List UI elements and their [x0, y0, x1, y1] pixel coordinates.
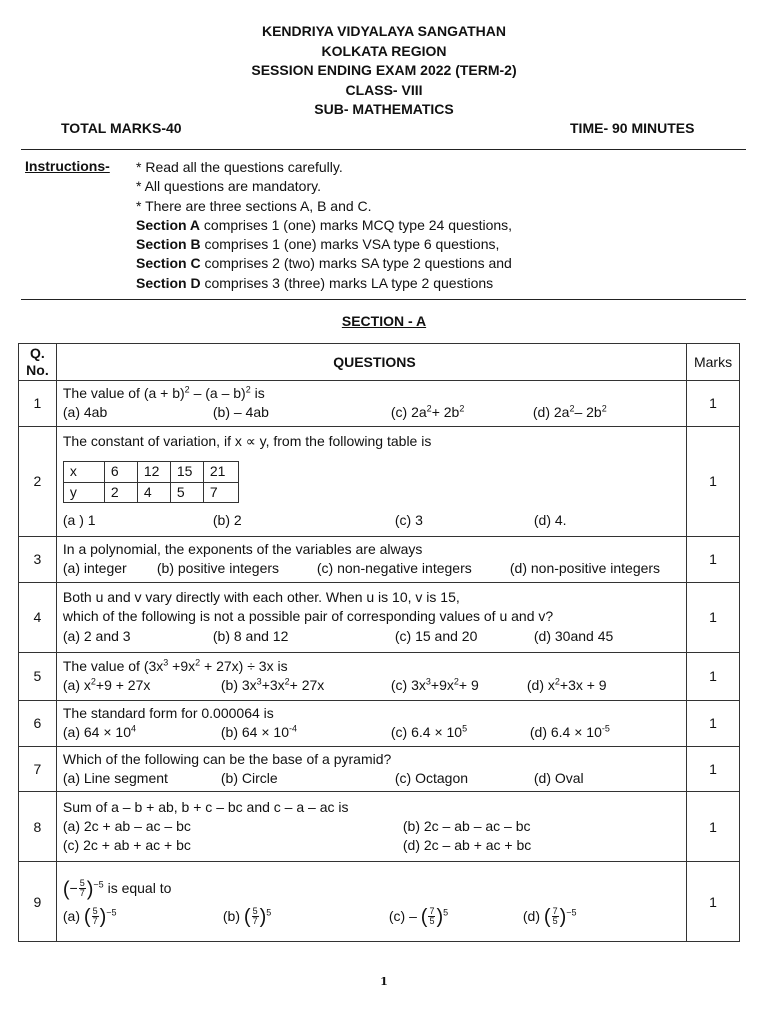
table-row — [19, 792, 740, 862]
table-row — [19, 700, 740, 746]
option-c: (c) – ( $\frac{7}{5}$ )$^5$ — [388, 905, 449, 928]
option-d: (d) Oval — [533, 769, 584, 786]
subject-label: SUB- MATHEMATICS — [314, 101, 454, 117]
total-marks: TOTAL MARKS-40 — [61, 120, 182, 136]
divider-bottom — [21, 299, 746, 300]
question-text: Both u and v vary directly with each other. When u is 10, v is 15, — [62, 589, 460, 606]
question-text: Sum of a – b + ab, b + c – bc and c – a – ac is — [62, 798, 349, 815]
instruction-item — [136, 235, 512, 254]
option-a: (a) $64 \times 10^4$ — [62, 723, 136, 741]
option-c: (c) $2a^2+ 2b^2$ — [390, 403, 465, 421]
region: KOLKATA REGION — [321, 42, 447, 59]
option-d: (d) $2a^2-$ $2b^2$ — [532, 403, 607, 421]
exam-header — [0, 22, 768, 120]
option-a: (a) $x^2+9 + 27x$ — [62, 676, 151, 694]
option-c: (c) 3 — [394, 511, 423, 528]
marks-value: 1 — [687, 582, 740, 652]
question-cell: The value of $(3x^3 +9x^2 + 27x) \div 3x$ is (a) $x^2+9 + 27x$ (b) $3x^3+3x^2+ 27x$ (c) $3x^3+9x^2+ 9$ (d) $x^2+3x + 9$ — [56, 652, 686, 700]
question-number: 3 — [19, 536, 57, 582]
option-b: (b) 2c – ab – ac – bc — [402, 818, 531, 835]
option-d: (d) non-positive integers — [509, 560, 661, 577]
section-c-label: Section C — [136, 255, 201, 272]
time-limit: TIME- 90 MINUTES — [570, 120, 695, 136]
option-c: (c) $6.4 \times 10^5$ — [390, 723, 468, 741]
table-row — [19, 536, 740, 582]
option-c: (c) 2c + ab + ac + bc — [62, 837, 191, 854]
instruction-item: * Read all the questions carefully. — [136, 159, 343, 175]
option-d: (d) $6.4 \times 10^{-5}$ — [529, 723, 610, 741]
option-c: (c) Octagon — [394, 769, 469, 786]
option-d: (d) ( $\frac{7}{5}$ )$^{-5}$ — [522, 905, 577, 928]
question-text: In a polynomial, the exponents of the variables are always — [62, 540, 423, 557]
option-b: (b) $64 \times 10^{-4}$ — [220, 723, 297, 741]
option-b: (b) $3x^3+3x^2+ 27x$ — [220, 676, 325, 694]
table-row — [19, 426, 740, 536]
option-a: (a) 2c + ab – ac – bc — [62, 818, 191, 835]
question-number: 5 — [19, 652, 57, 700]
question-text: which of the following is not a possible pair of corresponding values of u and v? — [62, 608, 554, 625]
question-number: 2 — [19, 426, 57, 536]
option-c: (c) 15 and 20 — [394, 627, 478, 644]
variation-table: x 6 12 15 21 y 2 4 5 7 — [63, 461, 239, 503]
section-a-desc: comprises 1 (one) marks MCQ type 24 questions, — [200, 216, 513, 233]
option-b: (b) – 4ab — [212, 404, 269, 421]
option-d: (d) 30and 45 — [533, 627, 614, 644]
table-row — [19, 652, 740, 700]
divider-top — [21, 149, 746, 150]
marks-value: 1 — [687, 700, 740, 746]
marks-value: 1 — [687, 652, 740, 700]
section-c-desc: comprises 2 (two) marks SA type 2 questions and — [200, 255, 512, 272]
option-b: (b) Circle — [220, 769, 278, 786]
questions-table — [18, 343, 740, 942]
question-text: The standard form for 0.000064 is — [62, 704, 274, 721]
marks-value: 1 — [687, 746, 740, 792]
option-a: (a ) 1 — [62, 511, 96, 528]
question-cell: The value of $(a + b)^2 - (a - b)^2$ is (a) 4ab (b) – 4ab (c) $2a^2+ 2b^2$ (d) $2a^2-$ $2b^2$ — [56, 381, 686, 427]
question-text: Which of the following can be the base of a pyramid? — [62, 750, 392, 767]
option-c: (c) non-negative integers — [316, 560, 472, 577]
question-cell — [56, 862, 686, 942]
question-number: 9 — [19, 862, 57, 942]
question-text: The constant of variation, if x ∝ y, from the following table is — [62, 433, 432, 449]
question-cell — [56, 536, 686, 582]
col-header-marks: Marks — [687, 344, 740, 381]
col-header-questions: QUESTIONS — [56, 344, 686, 381]
marks-value: 1 — [687, 381, 740, 427]
option-a: (a) 4ab — [62, 404, 108, 421]
option-a: (a) Line segment — [62, 769, 168, 786]
option-a: (a) integer — [62, 560, 127, 577]
question-cell — [56, 426, 686, 536]
col-header-no: Q. No. — [19, 344, 57, 381]
class-label: CLASS- VIII — [345, 81, 423, 98]
option-a: (a) 2 and 3 — [62, 627, 131, 644]
question-number: 6 — [19, 700, 57, 746]
question-number: 7 — [19, 746, 57, 792]
org-name: KENDRIYA VIDYALAYA SANGATHAN — [261, 23, 506, 39]
section-b-desc: comprises 1 (one) marks VSA type 6 questions, — [200, 236, 500, 253]
table-row — [19, 582, 740, 652]
exam-title: SESSION ENDING EXAM 2022 (TERM-2) — [251, 62, 517, 78]
option-b: (b) 8 and 12 — [212, 627, 289, 644]
instructions-label: Instructions- — [25, 158, 110, 174]
option-b: (b) ( $\frac{5}{7}$ )$^5$ — [222, 905, 272, 928]
page-number: 1 — [380, 975, 388, 988]
option-d: (d) 2c – ab + ac + bc — [402, 837, 532, 854]
instruction-item — [136, 216, 512, 235]
table-row — [19, 381, 740, 427]
question-cell — [56, 746, 686, 792]
table-header-row — [19, 344, 740, 381]
table-row — [19, 862, 740, 942]
option-d: (d) 4. — [533, 511, 567, 528]
section-title: SECTION - A — [341, 313, 427, 329]
marks-value: 1 — [687, 426, 740, 536]
option-c: (c) $3x^3+9x^2+ 9$ — [390, 676, 479, 694]
option-b: (b) 2 — [212, 511, 242, 528]
marks-value: 1 — [687, 536, 740, 582]
question-number: 8 — [19, 792, 57, 862]
marks-value: 1 — [687, 792, 740, 862]
instruction-item — [136, 254, 512, 273]
question-cell — [56, 700, 686, 746]
instructions-list — [136, 158, 512, 293]
instruction-item — [136, 274, 512, 293]
section-a-label: Section A — [136, 216, 201, 233]
instruction-item: * All questions are mandatory. — [136, 178, 321, 195]
question-text: (− $\frac{5}{7}$ )$^{-5}$ is equal to — [62, 877, 172, 900]
question-number: 1 — [19, 381, 57, 427]
table-row — [19, 746, 740, 792]
instruction-item: * There are three sections A, B and C. — [136, 197, 372, 214]
question-cell — [56, 582, 686, 652]
option-a: (a) ( $\frac{5}{7}$ )$^{-5}$ — [62, 905, 117, 928]
question-cell — [56, 792, 686, 862]
section-d-desc: comprises 3 (three) marks LA type 2 questions — [200, 274, 494, 291]
option-d: (d) $x^2+3x + 9$ — [526, 676, 607, 694]
option-b: (b) positive integers — [156, 560, 280, 577]
marks-value: 1 — [687, 862, 740, 942]
section-b-label: Section B — [136, 236, 201, 253]
section-d-label: Section D — [136, 274, 201, 291]
question-number: 4 — [19, 582, 57, 652]
